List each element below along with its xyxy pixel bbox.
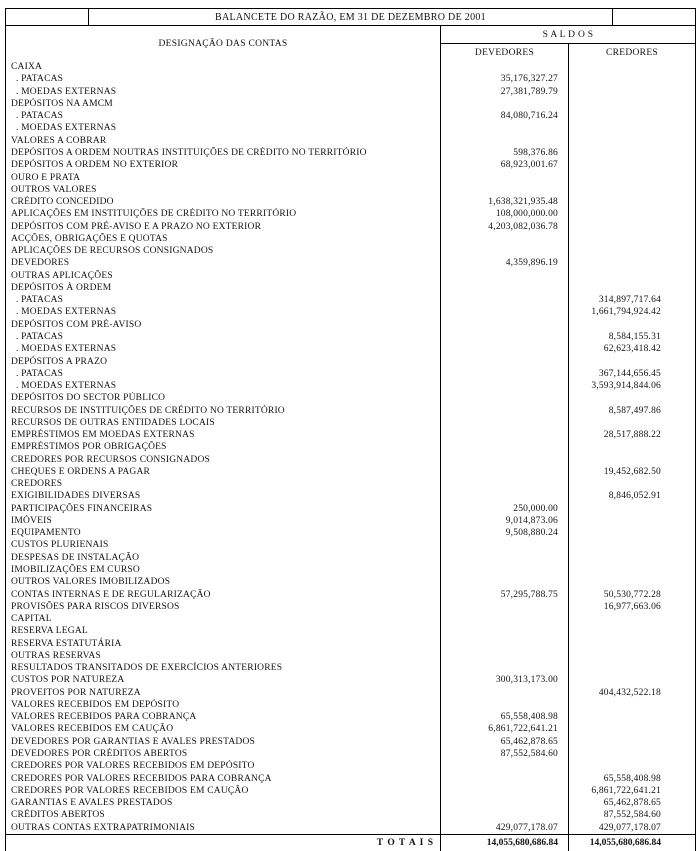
account-label: CHEQUES E ORDENS A PAGAR xyxy=(6,466,441,478)
devedores-value xyxy=(441,441,569,453)
table-row xyxy=(6,748,696,760)
credores-value xyxy=(569,417,696,429)
credores-value xyxy=(569,61,696,73)
table-row xyxy=(6,515,696,527)
credores-value xyxy=(569,196,696,208)
devedores-value: 84,080,716.24 xyxy=(441,110,569,122)
devedores-value: 65,558,408.98 xyxy=(441,711,569,723)
table-row xyxy=(6,331,696,343)
account-label: CREDORES POR VALORES RECEBIDOS EM DEPÓSITO xyxy=(6,760,441,772)
account-label: . MOEDAS EXTERNAS xyxy=(6,343,441,355)
credores-value xyxy=(569,552,696,564)
devedores-value: 9,508,880.24 xyxy=(441,527,569,539)
balancete-table xyxy=(5,8,696,851)
credores-value xyxy=(569,208,696,220)
credores-value xyxy=(569,454,696,466)
devedores-value: 57,295,788.75 xyxy=(441,588,569,600)
devedores-value: 300,313,173.00 xyxy=(441,674,569,686)
credores-value xyxy=(569,98,696,110)
devedores-value xyxy=(441,785,569,797)
table-row xyxy=(6,392,696,404)
devedores-value xyxy=(441,270,569,282)
credores-value xyxy=(569,122,696,134)
credores-value xyxy=(569,515,696,527)
devedores-value xyxy=(441,637,569,649)
credores-value xyxy=(569,748,696,760)
table-row xyxy=(6,245,696,257)
table-row xyxy=(6,588,696,600)
devedores-value: 429,077,178.07 xyxy=(441,821,569,834)
account-label: RESERVA LEGAL xyxy=(6,625,441,637)
devedores-value: 35,176,327.27 xyxy=(441,73,569,85)
credores-value xyxy=(569,637,696,649)
account-label: OUTROS VALORES IMOBILIZADOS xyxy=(6,576,441,588)
account-label: DEVEDORES POR GARANTIAS E AVALES PRESTADOS xyxy=(6,736,441,748)
table-row xyxy=(6,503,696,515)
account-label: DEPÓSITOS DO SECTOR PÚBLICO xyxy=(6,392,441,404)
credores-value: 8,587,497.86 xyxy=(608,405,662,416)
account-label: OUTROS VALORES xyxy=(6,184,441,196)
account-label: CAIXA xyxy=(6,61,441,73)
table-row xyxy=(6,625,696,637)
table-row xyxy=(6,220,696,232)
devedores-value: 68,923,001.67 xyxy=(441,159,569,171)
account-label: . MOEDAS EXTERNAS xyxy=(6,306,441,318)
devedores-value xyxy=(441,245,569,257)
account-label: RECURSOS DE OUTRAS ENTIDADES LOCAIS xyxy=(6,417,441,429)
devedores-value xyxy=(441,454,569,466)
credores-value xyxy=(569,527,696,539)
credores-value xyxy=(569,171,696,183)
table-row xyxy=(6,637,696,649)
devedores-value xyxy=(441,699,569,711)
account-label: DEPÓSITOS A ORDEM NOUTRAS INSTITUIÇÕES DE CRÉDITO NO TERRITÓRIO xyxy=(6,147,441,159)
table-row xyxy=(6,466,696,478)
account-label: DESPESAS DE INSTALAÇÃO xyxy=(6,552,441,564)
credores-value xyxy=(569,441,696,453)
account-label: . PATACAS xyxy=(6,73,441,85)
totals-label: T O T A I S xyxy=(6,834,441,851)
credores-value xyxy=(569,282,696,294)
account-label: RESERVA ESTATUTÁRIA xyxy=(6,637,441,649)
account-label: CAPITAL xyxy=(6,613,441,625)
table-row xyxy=(6,159,696,171)
devedores-value xyxy=(441,601,569,613)
account-label: APLICAÇÕES DE RECURSOS CONSIGNADOS xyxy=(6,245,441,257)
credores-value xyxy=(569,220,696,232)
devedores-value xyxy=(441,392,569,404)
account-label: ACÇÕES, OBRIGAÇÕES E QUOTAS xyxy=(6,233,441,245)
devedores-value xyxy=(441,98,569,110)
account-label: PROVISÕES PARA RISCOS DIVERSOS xyxy=(6,601,441,613)
table-row xyxy=(6,601,696,613)
table-row xyxy=(6,294,696,306)
devedores-value xyxy=(441,478,569,490)
devedores-value xyxy=(441,772,569,784)
devedores-value xyxy=(441,355,569,367)
table-row xyxy=(6,527,696,539)
credores-value xyxy=(569,355,696,367)
table-row xyxy=(6,61,696,73)
table-row xyxy=(6,135,696,147)
totals-row xyxy=(6,834,696,851)
table-row xyxy=(6,282,696,294)
title-row xyxy=(6,9,696,26)
credores-value: 65,558,408.98 xyxy=(603,773,662,784)
devedores-value xyxy=(441,687,569,699)
credores-value: 16,977,663.06 xyxy=(603,601,662,612)
credores-value xyxy=(569,319,696,331)
table-row xyxy=(6,368,696,380)
devedores-value xyxy=(441,809,569,821)
table-row xyxy=(6,490,696,502)
table-row xyxy=(6,674,696,686)
devedores-value xyxy=(441,61,569,73)
devedores-value xyxy=(441,135,569,147)
devedores-value xyxy=(441,466,569,478)
account-label: VALORES A COBRAR xyxy=(6,135,441,147)
account-label: . PATACAS xyxy=(6,368,441,380)
table-row xyxy=(6,662,696,674)
devedores-value xyxy=(441,552,569,564)
credores-value: 50,530,772.28 xyxy=(603,589,662,600)
credores-value: 429,077,178.07 xyxy=(598,822,662,833)
credores-value xyxy=(569,233,696,245)
devedores-value xyxy=(441,294,569,306)
column-header-saldos: S A L D O S xyxy=(441,26,696,44)
account-label: DEVEDORES xyxy=(6,257,441,269)
table-row xyxy=(6,539,696,551)
table-row xyxy=(6,821,696,834)
account-label: GARANTIAS E AVALES PRESTADOS xyxy=(6,797,441,809)
account-label: CONTAS INTERNAS E DE REGULARIZAÇÃO xyxy=(6,588,441,600)
credores-value xyxy=(569,723,696,735)
devedores-value xyxy=(441,576,569,588)
devedores-value: 1,638,321,935.48 xyxy=(441,196,569,208)
table-row xyxy=(6,306,696,318)
devedores-value: 65,462,878.65 xyxy=(441,736,569,748)
credores-value xyxy=(569,662,696,674)
totals-credores-value: 14,055,680,686.84 xyxy=(569,834,696,851)
credores-value xyxy=(569,392,696,404)
credores-value: 3,593,914,844.06 xyxy=(591,381,662,392)
account-label: CUSTOS POR NATUREZA xyxy=(6,674,441,686)
credores-value xyxy=(569,576,696,588)
table-row xyxy=(6,785,696,797)
devedores-value: 9,014,873.06 xyxy=(441,515,569,527)
table-row xyxy=(6,233,696,245)
account-label: VALORES RECEBIDOS EM DEPÓSITO xyxy=(6,699,441,711)
devedores-value xyxy=(441,122,569,134)
credores-value xyxy=(569,184,696,196)
account-label: CRÉDITOS ABERTOS xyxy=(6,809,441,821)
table-row xyxy=(6,417,696,429)
table-row xyxy=(6,184,696,196)
credores-value xyxy=(569,147,696,159)
credores-value xyxy=(569,478,696,490)
title-cell xyxy=(6,9,696,26)
table-row xyxy=(6,86,696,98)
devedores-value xyxy=(441,797,569,809)
account-label: . PATACAS xyxy=(6,110,441,122)
document-title: BALANCETE DO RAZÃO, EM 31 DE DEZEMBRO DE 2001 xyxy=(88,9,614,25)
account-label: RESULTADOS TRANSITADOS DE EXERCÍCIOS ANTERIORES xyxy=(6,662,441,674)
account-label: OURO E PRATA xyxy=(6,171,441,183)
credores-value xyxy=(569,270,696,282)
credores-value xyxy=(569,257,696,269)
devedores-value xyxy=(441,319,569,331)
table-row xyxy=(6,699,696,711)
table-row xyxy=(6,122,696,134)
credores-value: 6,861,722,641.21 xyxy=(591,785,662,796)
credores-value xyxy=(569,245,696,257)
account-label: . MOEDAS EXTERNAS xyxy=(6,86,441,98)
credores-value xyxy=(569,503,696,515)
account-label: RECURSOS DE INSTITUIÇÕES DE CRÉDITO NO TERRITÓRIO xyxy=(6,404,441,416)
devedores-value xyxy=(441,343,569,355)
table-row xyxy=(6,404,696,416)
devedores-value: 4,359,896.19 xyxy=(441,257,569,269)
table-row xyxy=(6,98,696,110)
account-label: DEPÓSITOS COM PRÉ-AVISO xyxy=(6,319,441,331)
devedores-value: 6,861,722,641.21 xyxy=(441,723,569,735)
account-label: DEPÓSITOS A PRAZO xyxy=(6,355,441,367)
credores-value: 28,517,888.22 xyxy=(603,430,662,441)
table-row xyxy=(6,809,696,821)
credores-value: 1,661,794,924.42 xyxy=(591,307,662,318)
credores-value xyxy=(569,625,696,637)
credores-value xyxy=(569,159,696,171)
devedores-value: 108,000,000.00 xyxy=(441,208,569,220)
table-row xyxy=(6,355,696,367)
table-row xyxy=(6,270,696,282)
account-label: OUTRAS RESERVAS xyxy=(6,650,441,662)
devedores-value xyxy=(441,368,569,380)
totals-devedores-value: 14,055,680,686.84 xyxy=(441,834,569,851)
credores-value xyxy=(569,86,696,98)
credores-value xyxy=(569,613,696,625)
table-row xyxy=(6,687,696,699)
table-row xyxy=(6,711,696,723)
table-row xyxy=(6,576,696,588)
account-label: . PATACAS xyxy=(6,294,441,306)
devedores-value: 27,381,789.79 xyxy=(441,86,569,98)
credores-value: 19,452,682.50 xyxy=(603,466,662,477)
account-label: VALORES RECEBIDOS EM CAUÇÃO xyxy=(6,723,441,735)
column-header-credores: CREDORES xyxy=(605,47,659,58)
devedores-value xyxy=(441,490,569,502)
table-row xyxy=(6,196,696,208)
account-label: EXIGIBILIDADES DIVERSAS xyxy=(6,490,441,502)
credores-value xyxy=(569,564,696,576)
table-row xyxy=(6,736,696,748)
account-label: CREDORES POR VALORES RECEBIDOS EM CAUÇÃO xyxy=(6,785,441,797)
devedores-value xyxy=(441,233,569,245)
account-label: EQUIPAMENTO xyxy=(6,527,441,539)
credores-value xyxy=(569,110,696,122)
account-label: CUSTOS PLURIENAIS xyxy=(6,539,441,551)
devedores-value xyxy=(441,564,569,576)
table-footer xyxy=(6,834,696,851)
table-row xyxy=(6,723,696,735)
table-row xyxy=(6,441,696,453)
devedores-value xyxy=(441,404,569,416)
account-label: PROVEITOS POR NATUREZA xyxy=(6,687,441,699)
devedores-value xyxy=(441,613,569,625)
credores-value xyxy=(569,736,696,748)
table-row xyxy=(6,171,696,183)
table-row xyxy=(6,257,696,269)
devedores-value xyxy=(441,662,569,674)
column-header-devedores: DEVEDORES xyxy=(441,44,569,62)
devedores-value xyxy=(441,539,569,551)
account-label: EMPRÉSTIMOS POR OBRIGAÇÕES xyxy=(6,441,441,453)
devedores-value xyxy=(441,429,569,441)
account-label: VALORES RECEBIDOS PARA COBRANÇA xyxy=(6,711,441,723)
account-label: OUTRAS CONTAS EXTRAPATRIMONIAIS xyxy=(6,821,441,834)
account-label: DEPÓSITOS A ORDEM NO EXTERIOR xyxy=(6,159,441,171)
devedores-value: 87,552,584.60 xyxy=(441,748,569,760)
devedores-value xyxy=(441,625,569,637)
table-row xyxy=(6,650,696,662)
devedores-value xyxy=(441,650,569,662)
credores-value xyxy=(569,73,696,85)
devedores-value xyxy=(441,380,569,392)
table-row xyxy=(6,110,696,122)
credores-value xyxy=(569,760,696,772)
account-label: CREDORES POR VALORES RECEBIDOS PARA COBRANÇA xyxy=(6,772,441,784)
account-label: . MOEDAS EXTERNAS xyxy=(6,122,441,134)
devedores-value: 598,376.86 xyxy=(441,147,569,159)
table-row xyxy=(6,319,696,331)
credores-value: 367,144,656.45 xyxy=(598,368,662,379)
credores-value: 62,623,418.42 xyxy=(603,344,662,355)
account-label: CRÉDITO CONCEDIDO xyxy=(6,196,441,208)
table-header xyxy=(6,9,696,62)
table-row xyxy=(6,478,696,490)
table-row xyxy=(6,147,696,159)
table-row xyxy=(6,564,696,576)
table-row xyxy=(6,454,696,466)
credores-value: 314,897,717.64 xyxy=(598,295,662,306)
credores-value: 8,584,155.31 xyxy=(608,331,662,342)
table-row xyxy=(6,429,696,441)
table-row xyxy=(6,772,696,784)
account-label: PARTICIPAÇÕES FINANCEIRAS xyxy=(6,503,441,515)
credores-value xyxy=(569,711,696,723)
table-row xyxy=(6,552,696,564)
devedores-value xyxy=(441,171,569,183)
devedores-value: 4,203,082,036.78 xyxy=(441,220,569,232)
devedores-value xyxy=(441,760,569,772)
credores-value: 65,462,878.65 xyxy=(603,798,662,809)
credores-value: 87,552,584.60 xyxy=(603,810,662,821)
account-label: APLICAÇÕES EM INSTITUIÇÕES DE CRÉDITO NO TERRITÓRIO xyxy=(6,208,441,220)
devedores-value xyxy=(441,306,569,318)
account-label: DEPÓSITOS NA AMCM xyxy=(6,98,441,110)
account-label: EMPRÉSTIMOS EM MOEDAS EXTERNAS xyxy=(6,429,441,441)
table-row xyxy=(6,797,696,809)
devedores-value xyxy=(441,331,569,343)
account-label: DEVEDORES POR CRÉDITOS ABERTOS xyxy=(6,748,441,760)
credores-value: 8,846,052.91 xyxy=(608,491,662,502)
credores-value xyxy=(569,539,696,551)
account-label: . MOEDAS EXTERNAS xyxy=(6,380,441,392)
credores-value xyxy=(569,650,696,662)
account-label: IMOBILIZAÇÕES EM CURSO xyxy=(6,564,441,576)
accounts-table-body xyxy=(6,61,696,834)
table-row xyxy=(6,73,696,85)
credores-value xyxy=(569,135,696,147)
table-row xyxy=(6,343,696,355)
devedores-value: 250,000.00 xyxy=(441,503,569,515)
credores-value xyxy=(569,699,696,711)
header-row-saldos xyxy=(6,26,696,44)
table-row xyxy=(6,760,696,772)
table-row xyxy=(6,613,696,625)
devedores-value xyxy=(441,417,569,429)
account-label: CREDORES POR RECURSOS CONSIGNADOS xyxy=(6,454,441,466)
table-row xyxy=(6,208,696,220)
account-label: DEPÓSITOS COM PRÉ-AVISO E A PRAZO NO EXTERIOR xyxy=(6,220,441,232)
table-row xyxy=(6,380,696,392)
account-label: CREDORES xyxy=(6,478,441,490)
account-label: IMÓVEIS xyxy=(6,515,441,527)
account-label: OUTRAS APLICAÇÕES xyxy=(6,270,441,282)
account-label: . PATACAS xyxy=(6,331,441,343)
devedores-value xyxy=(441,282,569,294)
credores-value: 404,432,522.18 xyxy=(598,687,662,698)
account-label: DEPÓSITOS À ORDEM xyxy=(6,282,441,294)
devedores-value xyxy=(441,184,569,196)
column-header-designacao: DESIGNAÇÃO DAS CONTAS xyxy=(6,26,441,62)
credores-value xyxy=(569,674,696,686)
